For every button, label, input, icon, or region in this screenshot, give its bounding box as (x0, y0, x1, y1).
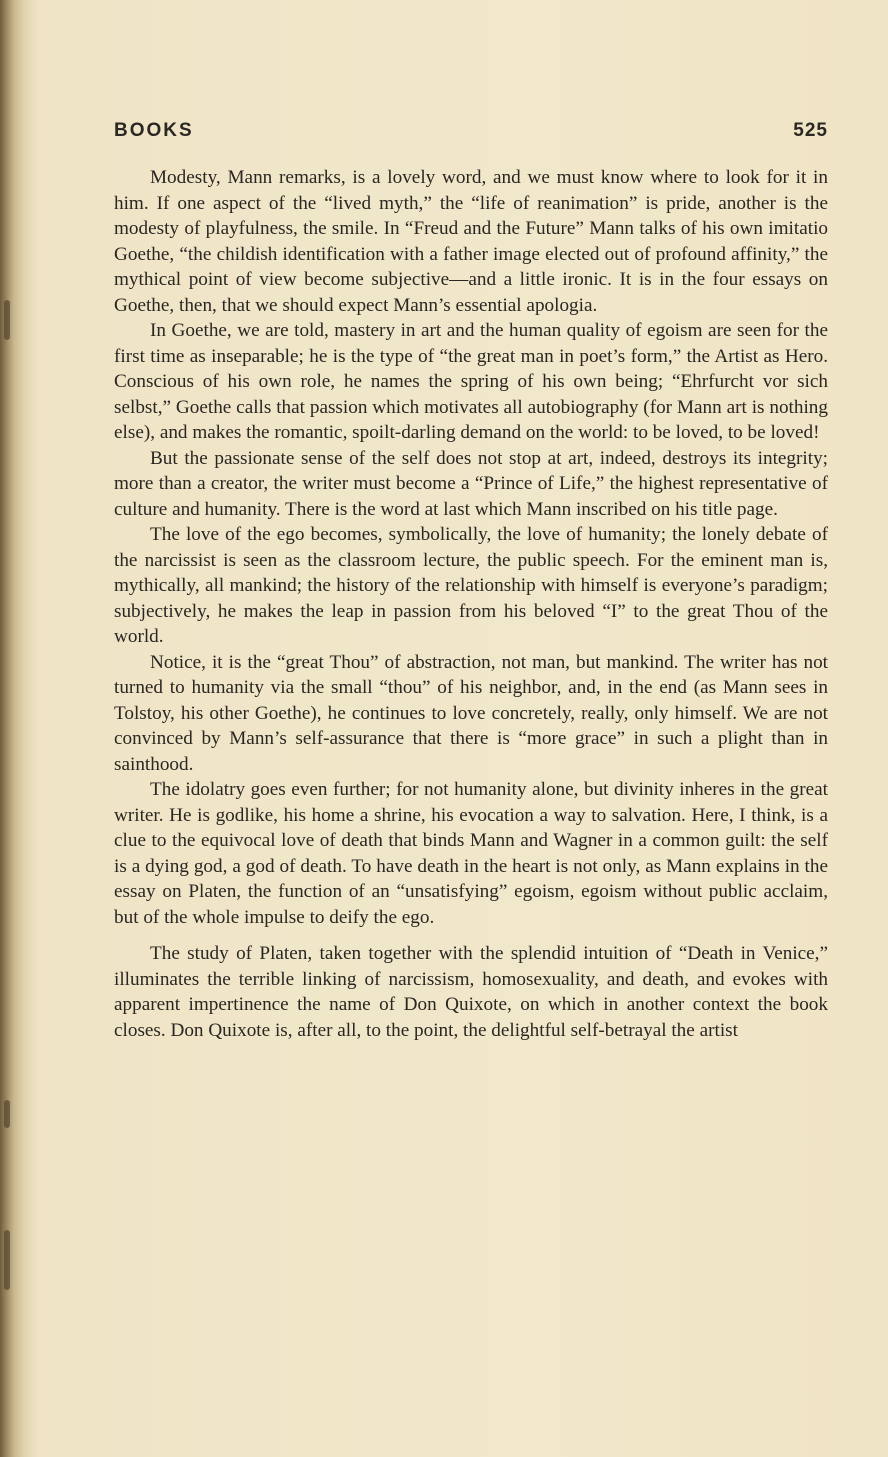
running-header (114, 114, 828, 148)
paragraph: Notice, it is the “great Thou” of abstraction, not man, but mankind. The writer has not turned to humanity via the small “thou” of his neighbor, and, in the end (as Mann sees in Tolstoy, his other Goethe), he continues to love concretely, really, only himself. We are not convinced by Mann’s self-assurance that there is “more grace” in such a plight than in sainthood. (114, 651, 828, 775)
body-text (114, 165, 828, 1043)
paragraph: The study of Platen, taken together with the splendid intuition of “Death in Venice,” illuminates the terrible linking of narcissism, homosexuality, and death, and evokes with apparent impertinence the name of Don Quixote, on which in another context the book closes. Don Quixote is, after all, to the point, the delightful self-betrayal the artist (114, 943, 828, 1041)
section-title: BOOKS (114, 120, 194, 141)
page-number: 525 (793, 120, 828, 141)
paragraph: In Goethe, we are told, mastery in art and the human quality of egoism are seen for the first time as inseparable; he is the type of “the great man in poet’s form,” the Artist as Hero. Conscious of his own role, he names the spring of his own being; “Ehrfurcht vor sich selbst,” Goethe calls that passion which motivates all autobiography (for Mann art is nothing else), and makes the romantic, spoilt-darling demand on the world: to be loved, to be loved! (114, 320, 828, 443)
paragraph: The idolatry goes even further; for not humanity alone, but divinity inheres in the great writer. He is godlike, his home a shrine, his evocation a way to salvation. Here, I think, is a clue to the equivocal love of death that binds Mann and Wagner in a common guilt: the self is a dying god, a god of death. To have death in the heart is not only, as Mann explains in the essay on Platen, the function of an “unsatisfying” egoism, egoism without public acclaim, but of the whole impulse to deify the ego. (114, 779, 828, 928)
paragraph: Modesty, Mann remarks, is a lovely word, and we must know where to look for it in him. If one aspect of the “lived myth,” the “life of reanimation” is pride, another is the modesty of playfulness, the smile. In “Freud and the Future” Mann talks of his own imitatio Goethe, “the childish identification with a father image elected out of profound affinity,” the mythical point of view become subjective—and a little ironic. It is in the four essays on Goethe, then, that we should expect Mann’s essential apologia. (114, 167, 828, 316)
binding-mark (4, 1100, 10, 1128)
binding-mark (4, 1230, 10, 1290)
binding-mark (4, 300, 10, 340)
paragraph: The love of the ego becomes, symbolically, the love of humanity; the lonely debate of the narcissist is seen as the classroom lecture, the public speech. For the eminent man is, mythically, all mankind; the history of the relationship with himself is everyone’s paradigm; subjectively, he makes the leap in passion from his beloved “I” to the great Thou of the world. (114, 524, 828, 647)
paragraph: But the passionate sense of the self does not stop at art, indeed, destroys its integrity; more than a creator, the writer must become a “Prince of Life,” the highest representative of culture and humanity. There is the word at last which Mann inscribed on his title page. (114, 447, 828, 520)
